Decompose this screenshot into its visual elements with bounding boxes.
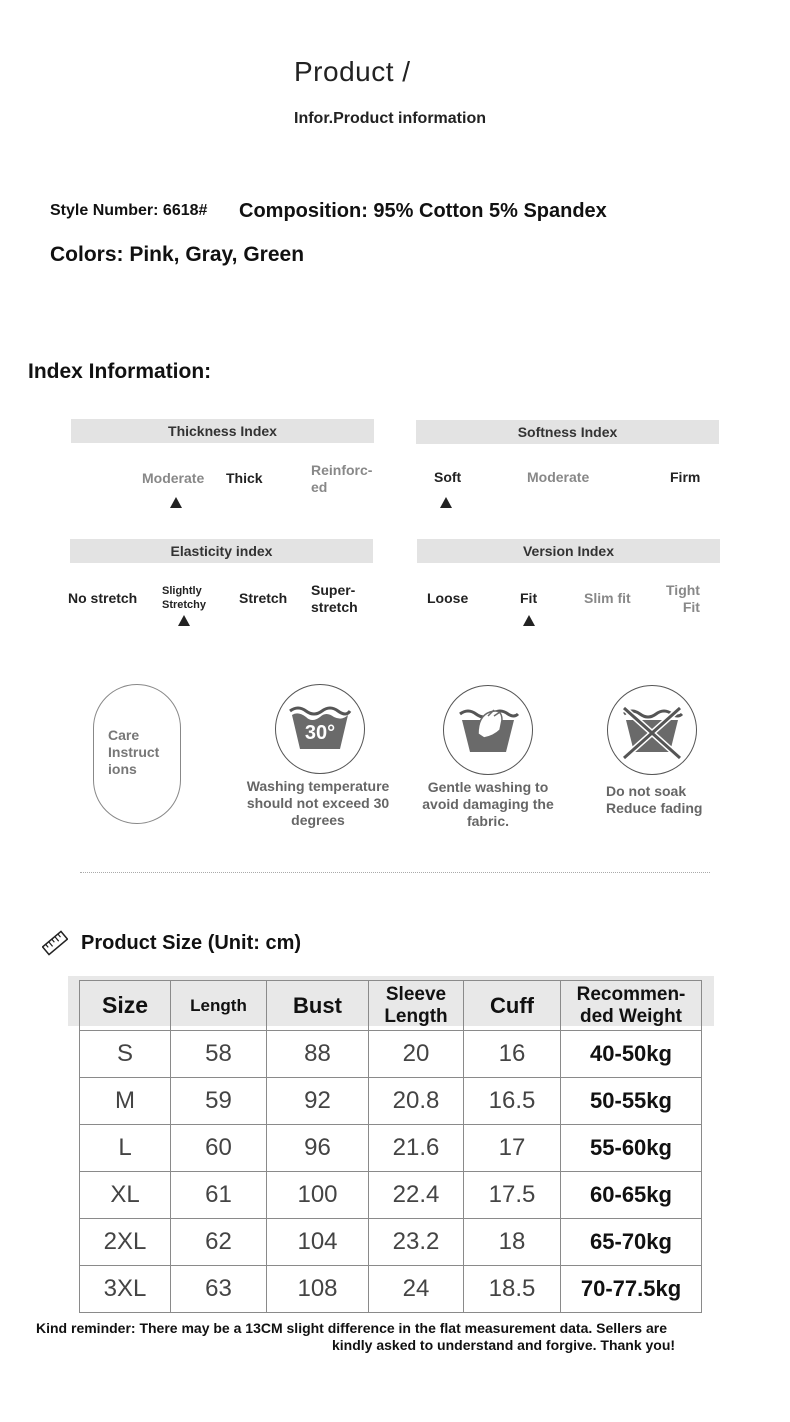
cell-sleeve-length: 21.6	[369, 1125, 464, 1172]
hand-wash-icon	[443, 685, 533, 775]
cell-bust: 96	[267, 1125, 369, 1172]
col-length: Length	[171, 981, 267, 1031]
table-row	[80, 1266, 702, 1313]
elasticity-selected-marker	[178, 615, 190, 626]
version-selected-marker	[523, 615, 535, 626]
cell-sleeve-length: 23.2	[369, 1219, 464, 1266]
cell-length: 59	[171, 1078, 267, 1125]
thickness-index-bar: Thickness Index	[71, 419, 374, 443]
cell-bust: 100	[267, 1172, 369, 1219]
ruler-icon	[42, 930, 68, 956]
cell-cuff: 18	[464, 1219, 561, 1266]
softness-index-bar: Softness Index	[416, 420, 719, 444]
version-index-bar: Version Index	[417, 539, 720, 563]
version-option-loose: Loose	[427, 590, 469, 606]
do-not-soak-icon	[607, 685, 697, 775]
size-chart-title: Product Size (Unit: cm)	[81, 932, 302, 954]
softness-option-firm: Firm	[670, 469, 701, 485]
cell-bust: 92	[267, 1078, 369, 1125]
cell-sleeve-length: 24	[369, 1266, 464, 1313]
care-instructions-title: Care Instruct ions	[108, 727, 160, 777]
col-size: Size	[80, 981, 171, 1031]
cell-length: 60	[171, 1125, 267, 1172]
version-option-tight-fit: Tight Fit	[666, 582, 700, 615]
cell-cuff: 16.5	[464, 1078, 561, 1125]
wash-temp-caption: Washing temperature should not exceed 30 degrees	[246, 778, 390, 828]
hand-wash-caption: Gentle washing to avoid damaging the fabric.	[422, 779, 554, 829]
elasticity-option-no-stretch: No stretch	[68, 590, 138, 606]
size-table	[79, 980, 702, 1313]
cell-length: 58	[171, 1031, 267, 1078]
cell-length: 61	[171, 1172, 267, 1219]
table-row	[80, 1125, 702, 1172]
size-table-header-row	[80, 981, 702, 1031]
thickness-option-thick: Thick	[226, 470, 263, 486]
table-row	[80, 1172, 702, 1219]
style-number: Style Number: 6618#	[50, 202, 208, 219]
table-row	[80, 1219, 702, 1266]
softness-selected-marker	[440, 497, 452, 508]
cell-size: S	[80, 1031, 171, 1078]
composition: Composition: 95% Cotton 5% Spandex	[239, 200, 607, 222]
cell-bust: 104	[267, 1219, 369, 1266]
col-recommended-weight: Recommen- ded Weight	[561, 981, 702, 1031]
size-reminder	[36, 1320, 696, 1354]
version-option-fit: Fit	[520, 590, 538, 606]
cell-weight: 40-50kg	[561, 1031, 702, 1078]
cell-cuff: 18.5	[464, 1266, 561, 1313]
cell-bust: 108	[267, 1266, 369, 1313]
softness-option-moderate: Moderate	[527, 469, 590, 485]
cell-size: 2XL	[80, 1219, 171, 1266]
wash-temp-label: 30°	[304, 722, 336, 744]
cell-sleeve-length: 20	[369, 1031, 464, 1078]
size-reminder-line2: kindly asked to understand and forgive. Thank you!	[332, 1337, 676, 1353]
cell-cuff: 17.5	[464, 1172, 561, 1219]
cell-weight: 55-60kg	[561, 1125, 702, 1172]
table-row	[80, 1078, 702, 1125]
col-cuff: Cuff	[464, 981, 561, 1031]
version-option-slim-fit: Slim fit	[584, 590, 631, 606]
cell-length: 63	[171, 1266, 267, 1313]
cell-length: 62	[171, 1219, 267, 1266]
size-reminder-line1: Kind reminder: There may be a 13CM slight difference in the flat measurement data. Sellers are	[36, 1320, 667, 1336]
elasticity-index-bar: Elasticity index	[70, 539, 373, 563]
elasticity-option-stretch: Stretch	[239, 590, 288, 606]
thickness-option-reinforced: Reinforc- ed	[311, 462, 373, 495]
thickness-option-moderate: Moderate	[142, 470, 205, 486]
thickness-selected-marker	[170, 497, 182, 508]
index-title: Index Information:	[28, 360, 212, 383]
cell-weight: 50-55kg	[561, 1078, 702, 1125]
elasticity-option-slightly-stretchy: Slightly Stretchy	[162, 585, 207, 611]
page-subtitle: Infor.Product information	[294, 110, 486, 127]
cell-sleeve-length: 22.4	[369, 1172, 464, 1219]
cell-cuff: 17	[464, 1125, 561, 1172]
cell-size: M	[80, 1078, 171, 1125]
cell-size: 3XL	[80, 1266, 171, 1313]
cell-size: XL	[80, 1172, 171, 1219]
page-title: Product /	[294, 56, 411, 87]
table-row	[80, 1031, 702, 1078]
cell-weight: 65-70kg	[561, 1219, 702, 1266]
cell-cuff: 16	[464, 1031, 561, 1078]
col-bust: Bust	[267, 981, 369, 1031]
do-not-soak-caption: Do not soak Reduce fading	[606, 783, 703, 816]
wash-30-icon	[275, 684, 365, 774]
elasticity-option-super-stretch: Super- stretch	[311, 582, 358, 615]
cell-bust: 88	[267, 1031, 369, 1078]
cell-weight: 70-77.5kg	[561, 1266, 702, 1313]
col-sleeve-length: Sleeve Length	[369, 981, 464, 1031]
softness-option-soft: Soft	[434, 469, 462, 485]
colors: Colors: Pink, Gray, Green	[50, 243, 305, 266]
cell-sleeve-length: 20.8	[369, 1078, 464, 1125]
cell-weight: 60-65kg	[561, 1172, 702, 1219]
section-divider	[80, 872, 710, 873]
cell-size: L	[80, 1125, 171, 1172]
